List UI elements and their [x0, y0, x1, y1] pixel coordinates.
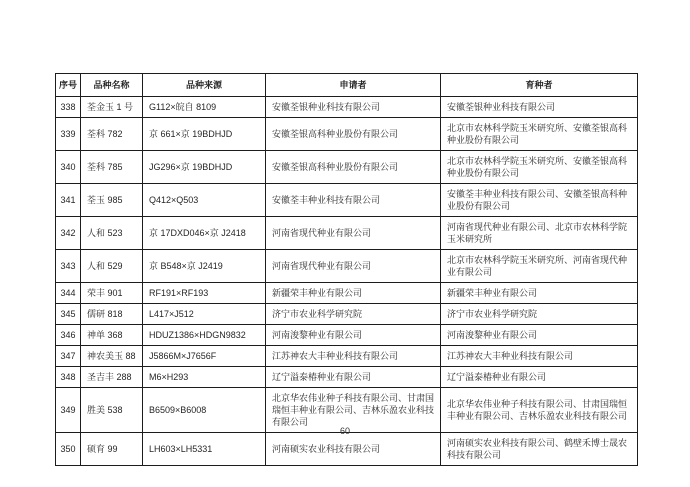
- variety-table: [55, 73, 638, 466]
- table-row: [56, 97, 638, 118]
- cell-variety-source: L417×J512: [143, 304, 266, 325]
- table-row: [56, 118, 638, 151]
- cell-breeder: 安徽荃丰种业科技有限公司、安徽荃银高科种业股份有限公司: [441, 184, 638, 217]
- cell-serial-number: 338: [56, 97, 81, 118]
- cell-applicant: 江苏神农大丰种业科技有限公司: [266, 346, 441, 367]
- cell-breeder: 北京华农伟业种子科技有限公司、甘肃国瑞恒丰种业有限公司、吉林乐盈农业科技有限公司: [441, 388, 638, 433]
- cell-applicant: 济宁市农业科学研究院: [266, 304, 441, 325]
- cell-variety-source: HDUZ1386×HDGN9832: [143, 325, 266, 346]
- cell-applicant: 河南硕实农业科技有限公司: [266, 433, 441, 466]
- cell-variety-name: 荃玉 985: [81, 184, 143, 217]
- cell-breeder: 河南省现代种业有限公司、北京市农林科学院玉米研究所: [441, 217, 638, 250]
- cell-variety-name: 人和 523: [81, 217, 143, 250]
- cell-variety-source: 京 661×京 19BDHJD: [143, 118, 266, 151]
- cell-breeder: 辽宁溢泰椿种业有限公司: [441, 367, 638, 388]
- cell-variety-source: LH603×LH5331: [143, 433, 266, 466]
- cell-serial-number: 346: [56, 325, 81, 346]
- cell-variety-source: J5866M×J7656F: [143, 346, 266, 367]
- cell-serial-number: 343: [56, 250, 81, 283]
- cell-applicant: 安徽荃银高科种业股份有限公司: [266, 151, 441, 184]
- cell-variety-name: 神单 368: [81, 325, 143, 346]
- cell-serial-number: 349: [56, 388, 81, 433]
- cell-serial-number: 339: [56, 118, 81, 151]
- cell-variety-source: G112×皖自 8109: [143, 97, 266, 118]
- column-header-variety-name: 品种名称: [81, 74, 143, 97]
- cell-applicant: 河南省现代种业有限公司: [266, 250, 441, 283]
- table-row: [56, 433, 638, 466]
- cell-breeder: 安徽荃银种业科技有限公司: [441, 97, 638, 118]
- table-row: [56, 217, 638, 250]
- cell-breeder: 北京市农林科学院玉米研究所、河南省现代种业有限公司: [441, 250, 638, 283]
- table-row: [56, 151, 638, 184]
- cell-variety-name: 荃科 785: [81, 151, 143, 184]
- cell-serial-number: 350: [56, 433, 81, 466]
- cell-breeder: 北京市农林科学院玉米研究所、安徽荃银高科种业股份有限公司: [441, 118, 638, 151]
- column-header-applicant: 申请者: [266, 74, 441, 97]
- cell-variety-source: JG296×京 19BDHJD: [143, 151, 266, 184]
- table-header-row: [56, 74, 638, 97]
- table-row: [56, 325, 638, 346]
- table-row: [56, 250, 638, 283]
- cell-applicant: 安徽荃银种业科技有限公司: [266, 97, 441, 118]
- cell-applicant: 河南省现代种业有限公司: [266, 217, 441, 250]
- table-body: [56, 97, 638, 466]
- cell-variety-name: 人和 529: [81, 250, 143, 283]
- cell-variety-name: 荃科 782: [81, 118, 143, 151]
- cell-serial-number: 342: [56, 217, 81, 250]
- cell-breeder: 北京市农林科学院玉米研究所、安徽荃银高科种业股份有限公司: [441, 151, 638, 184]
- cell-variety-source: Q412×Q503: [143, 184, 266, 217]
- cell-variety-name: 胜美 538: [81, 388, 143, 433]
- cell-variety-name: 荣丰 901: [81, 283, 143, 304]
- cell-applicant: 新疆荣丰种业有限公司: [266, 283, 441, 304]
- cell-serial-number: 340: [56, 151, 81, 184]
- cell-serial-number: 344: [56, 283, 81, 304]
- column-header-breeder: 育种者: [441, 74, 638, 97]
- cell-variety-source: RF191×RF193: [143, 283, 266, 304]
- column-header-serial-number: 序号: [56, 74, 81, 97]
- cell-applicant: 辽宁溢泰椿种业有限公司: [266, 367, 441, 388]
- column-header-variety-source: 品种来源: [143, 74, 266, 97]
- cell-variety-source: M6×H293: [143, 367, 266, 388]
- table-row: [56, 184, 638, 217]
- cell-variety-source: 京 B548×京 J2419: [143, 250, 266, 283]
- cell-breeder: 河南浚黎种业有限公司: [441, 325, 638, 346]
- cell-serial-number: 348: [56, 367, 81, 388]
- cell-applicant: 安徽荃丰种业科技有限公司: [266, 184, 441, 217]
- table-row: [56, 283, 638, 304]
- table-row: [56, 346, 638, 367]
- cell-variety-name: 圣吉丰 288: [81, 367, 143, 388]
- cell-variety-source: 京 17DXD046×京 J2418: [143, 217, 266, 250]
- cell-applicant: 安徽荃银高科种业股份有限公司: [266, 118, 441, 151]
- table-row: [56, 304, 638, 325]
- cell-variety-name: 荃金玉 1 号: [81, 97, 143, 118]
- cell-serial-number: 345: [56, 304, 81, 325]
- cell-variety-name: 神农美玉 88: [81, 346, 143, 367]
- cell-variety-name: 儒研 818: [81, 304, 143, 325]
- cell-applicant: 北京华农伟业种子科技有限公司、甘肃国瑞恒丰种业有限公司、吉林乐盈农业科技有限公司: [266, 388, 441, 433]
- cell-breeder: 河南硕实农业科技有限公司、鹤壁禾博士晟农科技有限公司: [441, 433, 638, 466]
- cell-applicant: 河南浚黎种业有限公司: [266, 325, 441, 346]
- cell-breeder: 新疆荣丰种业有限公司: [441, 283, 638, 304]
- cell-serial-number: 341: [56, 184, 81, 217]
- page-number: 60: [339, 426, 350, 436]
- cell-variety-name: 硕育 99: [81, 433, 143, 466]
- cell-serial-number: 347: [56, 346, 81, 367]
- cell-breeder: 江苏神农大丰种业科技有限公司: [441, 346, 638, 367]
- cell-variety-source: B6509×B6008: [143, 388, 266, 433]
- table-row: [56, 367, 638, 388]
- cell-breeder: 济宁市农业科学研究院: [441, 304, 638, 325]
